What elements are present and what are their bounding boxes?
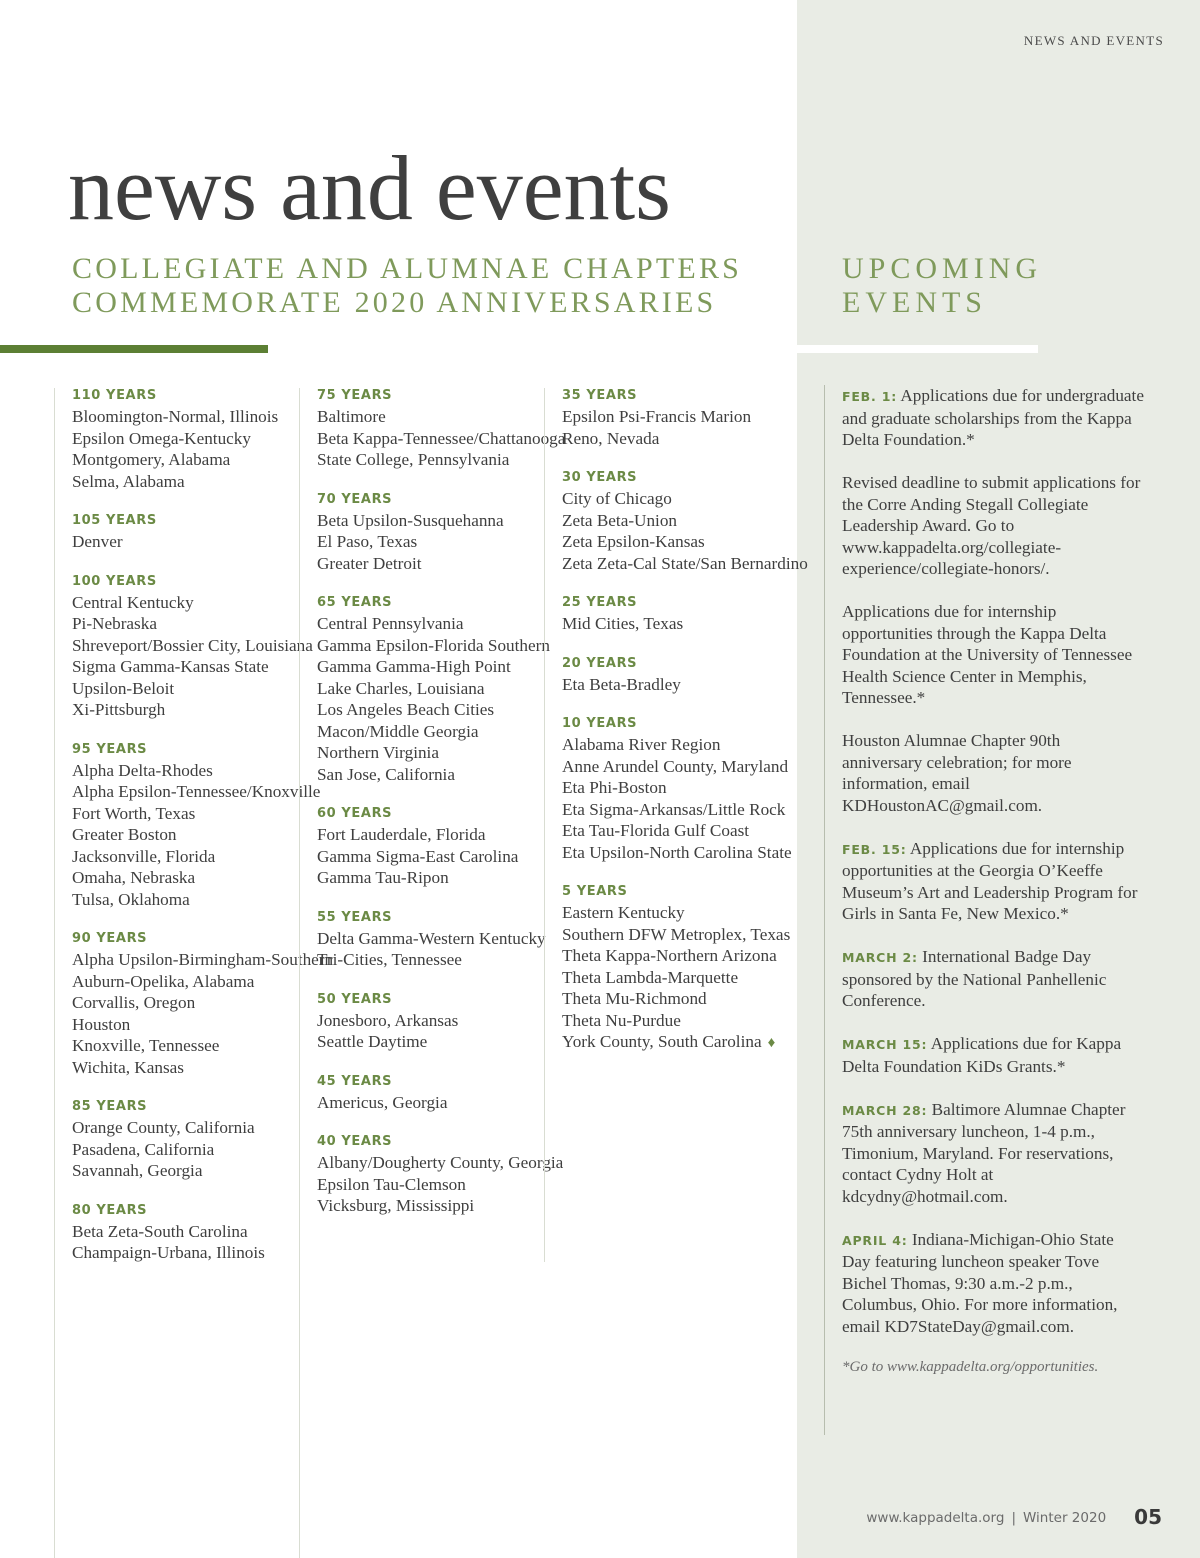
- chapter-entry: [317, 1152, 564, 1174]
- chapter-name: Beta Zeta-South Carolina: [72, 1221, 248, 1241]
- chapter-name: Gamma Gamma-High Point: [317, 657, 511, 676]
- chapter-entry: [317, 742, 534, 764]
- chapter-name: Greater Detroit: [317, 553, 422, 573]
- chapter-name: Beta Kappa-Tennessee/Chattanooga: [317, 428, 566, 448]
- anniversary-years-heading: 60 YEARS: [317, 806, 393, 821]
- chapter-entry: [562, 1010, 779, 1032]
- chapter-name: Alpha Epsilon-Tennessee/Knoxville: [72, 782, 321, 801]
- chapter-name: Epsilon Omega-Kentucky: [72, 428, 251, 448]
- page-title: news and events: [68, 137, 671, 239]
- chapter-entry: [72, 428, 289, 450]
- event-date: FEB. 1:: [842, 389, 898, 404]
- chapter-name: Pasadena, California: [72, 1139, 215, 1159]
- chapter-entry: [562, 945, 779, 967]
- chapter-entry: [72, 613, 289, 635]
- chapter-entry: [72, 1057, 289, 1079]
- anniversary-years-heading: 30 YEARS: [562, 470, 638, 485]
- anniversary-years-heading: 75 YEARS: [317, 388, 393, 403]
- chapter-name: City of Chicago: [562, 489, 672, 508]
- chapter-name: Albany/Dougherty County, Georgia: [317, 1153, 564, 1172]
- anniversary-years-heading: 95 YEARS: [72, 741, 148, 757]
- chapter-entry: [562, 777, 779, 799]
- anniversary-years-heading: 100 YEARS: [72, 573, 157, 589]
- chapter-name: San Jose, California: [317, 764, 455, 784]
- subtitle-line-1: COLLEGIATE AND ALUMNAE CHAPTERS: [72, 252, 743, 285]
- chapter-entry: [562, 406, 779, 428]
- anniversary-group: [72, 1203, 289, 1264]
- chapter-name: Zeta Epsilon-Kansas: [562, 532, 705, 551]
- event-text: Applications due for Kappa Delta Foundation KiDs Grants.*: [842, 1034, 1122, 1076]
- chapter-name: Theta Nu-Purdue: [562, 1010, 681, 1030]
- chapter-name: Southern DFW Metroplex, Texas: [562, 924, 791, 944]
- anniversary-group: [562, 716, 792, 863]
- chapter-name: Baltimore: [317, 407, 386, 426]
- article-subtitle: [72, 252, 742, 320]
- end-mark-icon: ♦: [767, 1035, 776, 1051]
- chapter-entry: [562, 756, 789, 778]
- chapter-name: Xi-Pittsburgh: [72, 700, 166, 719]
- anniversary-group: [562, 388, 779, 449]
- anniversary-group: [317, 806, 534, 889]
- event-date: APRIL 4:: [842, 1232, 908, 1248]
- chapter-name: Fort Worth, Texas: [72, 803, 196, 823]
- chapter-name: Orange County, California: [72, 1118, 255, 1137]
- chapter-name: Seattle Daytime: [317, 1032, 428, 1051]
- upcoming-events-list: [824, 385, 1144, 1435]
- anniversary-group: [317, 909, 546, 971]
- event-item: [842, 472, 1144, 580]
- anniversary-group: [562, 884, 791, 1055]
- anniversary-years-heading: 20 YEARS: [562, 655, 638, 671]
- chapter-name: Central Kentucky: [72, 592, 194, 612]
- page-number: 05: [1134, 1505, 1162, 1529]
- chapter-entry: [72, 803, 289, 825]
- chapter-entry: [72, 656, 289, 678]
- anniversary-years-heading: 10 YEARS: [562, 716, 638, 731]
- chapter-entry: [317, 846, 534, 868]
- chapter-name: Jacksonville, Florida: [72, 846, 216, 866]
- accent-rule: [0, 345, 268, 353]
- chapter-entry: [317, 1031, 534, 1053]
- chapter-name: Eta Sigma-Arkansas/Little Rock: [562, 799, 786, 819]
- chapter-name: Tri-Cities, Tennessee: [317, 950, 462, 969]
- chapter-entry: [562, 988, 779, 1010]
- chapter-name: Zeta Zeta-Cal State/San Bernardino: [562, 553, 808, 573]
- chapter-entry: [72, 699, 289, 721]
- chapter-name: Tulsa, Oklahoma: [72, 889, 190, 909]
- chapter-name: Anne Arundel County, Maryland: [562, 756, 789, 776]
- chapter-name: Eta Upsilon-North Carolina State: [562, 842, 792, 862]
- anniversary-group: [72, 1099, 289, 1182]
- chapter-entry: [317, 928, 546, 950]
- chapter-entry: [317, 949, 534, 971]
- chapter-entry: [317, 764, 534, 786]
- anniversary-column-3: [544, 388, 808, 1262]
- chapter-entry: [317, 1195, 534, 1217]
- anniversary-years-heading: 55 YEARS: [317, 909, 393, 925]
- anniversary-group: [317, 1074, 534, 1114]
- chapter-name: Gamma Epsilon-Florida Southern: [317, 635, 550, 655]
- chapter-name: El Paso, Texas: [317, 532, 418, 551]
- anniversary-group: [562, 656, 779, 696]
- chapter-entry: [72, 471, 289, 493]
- anniversary-group: [72, 741, 321, 911]
- chapter-entry: [562, 820, 779, 842]
- anniversary-years-heading: 25 YEARS: [562, 595, 638, 610]
- anniversary-group: [72, 931, 334, 1078]
- chapter-entry: [317, 449, 534, 471]
- chapter-name: Corvallis, Oregon: [72, 993, 196, 1012]
- chapter-entry: [72, 531, 289, 553]
- chapter-name: Selma, Alabama: [72, 471, 185, 491]
- anniversary-years-heading: 70 YEARS: [317, 491, 393, 507]
- chapter-name: Eta Phi-Boston: [562, 778, 667, 797]
- anniversary-years-heading: 5 YEARS: [562, 884, 628, 899]
- anniversary-years-heading: 85 YEARS: [72, 1099, 148, 1114]
- footer-separator: |: [1011, 1510, 1016, 1526]
- chapter-entry: [72, 1160, 289, 1182]
- chapter-name: Alabama River Region: [562, 735, 721, 754]
- chapter-name: York County, South Carolina: [562, 1032, 762, 1051]
- chapter-name: Savannah, Georgia: [72, 1161, 203, 1180]
- chapter-entry: [562, 510, 779, 532]
- event-item: [842, 385, 1144, 451]
- chapter-name: Pi-Nebraska: [72, 614, 157, 633]
- chapter-entry: [317, 635, 550, 657]
- chapter-name: Sigma Gamma-Kansas State: [72, 657, 269, 676]
- chapter-name: Gamma Tau-Ripon: [317, 868, 449, 887]
- event-item: [842, 601, 1144, 709]
- chapter-entry: [72, 1117, 289, 1139]
- chapter-entry: [562, 428, 779, 450]
- chapter-entry: [317, 553, 534, 575]
- chapter-entry: [72, 760, 289, 782]
- chapter-name: Omaha, Nebraska: [72, 868, 196, 887]
- event-date: MARCH 28:: [842, 1102, 928, 1118]
- chapter-name: Montgomery, Alabama: [72, 450, 231, 469]
- chapter-entry: [317, 531, 534, 553]
- events-footnote: *Go to www.kappadelta.org/opportunities.: [842, 1358, 1099, 1375]
- event-date: MARCH 2:: [842, 950, 918, 965]
- chapter-name: Epsilon Tau-Clemson: [317, 1174, 466, 1194]
- event-item: [842, 1033, 1144, 1077]
- anniversary-years-heading: 35 YEARS: [562, 388, 638, 403]
- chapter-entry: [317, 721, 534, 743]
- chapter-entry: [72, 867, 289, 889]
- event-text: Indiana-Michigan-Ohio State Day featuring luncheon speaker Tove Bichel Thomas, 9:30 a.m.-2 p.m., Columbus, Ohio. For more information, email KD7StateDay@gmail.com.: [842, 1229, 1118, 1336]
- event-text: Applications due for internship opportunities at the Georgia O’Keeffe Museum’s Art and Leadership Program for Girls in Santa Fe, New Mexico.*: [842, 838, 1138, 923]
- sidebar-rule: [797, 345, 1038, 353]
- chapter-entry: [562, 553, 808, 575]
- anniversary-years-heading: 110 YEARS: [72, 388, 157, 403]
- chapter-entry: [562, 531, 779, 553]
- event-item: [842, 1229, 1144, 1338]
- subtitle-line-2: COMMEMORATE 2020 ANNIVERSARIES: [72, 286, 717, 319]
- chapter-entry: [72, 781, 321, 803]
- chapter-name: Beta Upsilon-Susquehanna: [317, 510, 504, 530]
- anniversary-group: [72, 513, 289, 553]
- chapter-name: Eastern Kentucky: [562, 903, 685, 922]
- anniversary-group: [317, 595, 550, 785]
- chapter-entry: [317, 1174, 534, 1196]
- chapter-name: Theta Kappa-Northern Arizona: [562, 946, 777, 965]
- event-item: [842, 1099, 1144, 1208]
- chapter-entry: [72, 1014, 289, 1036]
- chapter-name: Lake Charles, Louisiana: [317, 678, 485, 698]
- event-item: [842, 946, 1144, 1012]
- chapter-entry: [72, 1221, 289, 1243]
- chapter-name: Upsilon-Beloit: [72, 678, 175, 698]
- chapter-entry: [317, 406, 534, 428]
- chapter-name: Champaign-Urbana, Illinois: [72, 1243, 265, 1262]
- chapter-entry: [562, 799, 786, 821]
- anniversary-column-2: [299, 388, 566, 1558]
- event-text: Baltimore Alumnae Chapter 75th anniversary luncheon, 1-4 p.m., Timonium, Maryland. For reservations, contact Cydny Holt at kdcydny@hotmail.com.: [842, 1099, 1126, 1206]
- page-footer: [866, 1503, 1162, 1527]
- chapter-entry: [72, 1035, 289, 1057]
- chapter-name: Delta Gamma-Western Kentucky: [317, 928, 546, 948]
- event-item: [842, 838, 1144, 925]
- chapter-entry: [562, 967, 779, 989]
- anniversary-group: [317, 388, 566, 471]
- sidebar-title-line-2: EVENTS: [842, 286, 987, 319]
- chapter-name: Reno, Nevada: [562, 428, 660, 448]
- chapter-name: Wichita, Kansas: [72, 1057, 184, 1077]
- chapter-entry: [317, 1092, 534, 1114]
- chapter-name: Vicksburg, Mississippi: [317, 1196, 475, 1215]
- anniversary-group: [562, 470, 808, 574]
- chapter-entry: [317, 867, 534, 889]
- event-date: MARCH 15:: [842, 1037, 928, 1052]
- chapter-name: Jonesboro, Arkansas: [317, 1010, 459, 1030]
- chapter-entry: [317, 699, 534, 721]
- chapter-entry: [72, 406, 289, 428]
- anniversary-group: [562, 595, 779, 635]
- event-text: Houston Alumnae Chapter 90th anniversary celebration; for more information, email KDHoustonAC@gmail.com.: [842, 731, 1072, 815]
- chapter-name: Central Pennsylvania: [317, 614, 464, 633]
- chapter-name: Greater Boston: [72, 825, 177, 844]
- chapter-name: Gamma Sigma-East Carolina: [317, 846, 519, 866]
- chapter-entry: [317, 613, 534, 635]
- anniversary-years-heading: 105 YEARS: [72, 513, 157, 528]
- chapter-entry: [72, 824, 289, 846]
- anniversary-group: [72, 573, 313, 721]
- chapter-name: Theta Mu-Richmond: [562, 989, 707, 1008]
- chapter-entry: [562, 674, 779, 696]
- anniversary-column-1: [54, 388, 334, 1558]
- chapter-name: Knoxville, Tennessee: [72, 1036, 220, 1055]
- anniversary-years-heading: 80 YEARS: [72, 1202, 148, 1218]
- chapter-name: Mid Cities, Texas: [562, 614, 684, 633]
- event-text: Applications due for internship opportunities through the Kappa Delta Foundation at the University of Tennessee Health Science Center in Memphis, Tennessee.*: [842, 602, 1133, 707]
- chapter-name: Theta Lambda-Marquette: [562, 967, 739, 987]
- chapter-entry: [72, 592, 289, 614]
- chapter-name: Auburn-Opelika, Alabama: [72, 971, 255, 991]
- chapter-entry: [72, 678, 289, 700]
- chapter-name: Fort Lauderdale, Florida: [317, 825, 486, 844]
- anniversary-years-heading: 90 YEARS: [72, 931, 148, 946]
- chapter-entry: [562, 902, 779, 924]
- chapter-entry: [72, 949, 334, 971]
- event-text: Applications due for undergraduate and graduate scholarships from the Kappa Delta Foundation.*: [842, 386, 1144, 449]
- chapter-entry: [562, 734, 779, 756]
- chapter-name: Macon/Middle Georgia: [317, 721, 479, 741]
- chapter-entry: [72, 635, 313, 657]
- chapter-name: Bloomington-Normal, Illinois: [72, 407, 279, 426]
- event-item: [842, 730, 1144, 816]
- anniversary-years-heading: 65 YEARS: [317, 595, 393, 610]
- chapter-entry: [317, 510, 534, 532]
- event-text: Revised deadline to submit applications for the Corre Anding Stegall Collegiate Leadership Award. Go to www.kappadelta.org/collegiate-experience/collegiate-honors/.: [842, 473, 1141, 578]
- chapter-name: State College, Pennsylvania: [317, 450, 510, 469]
- chapter-entry: [72, 1139, 289, 1161]
- chapter-name: Houston: [72, 1014, 131, 1034]
- chapter-name: Los Angeles Beach Cities: [317, 700, 495, 719]
- event-date: FEB. 15:: [842, 841, 907, 857]
- chapter-name: Denver: [72, 532, 123, 551]
- anniversary-years-heading: 50 YEARS: [317, 991, 393, 1007]
- chapter-entry: [562, 842, 792, 864]
- footer-url[interactable]: www.kappadelta.org: [866, 1510, 1005, 1526]
- sidebar-title-line-1: UPCOMING: [842, 252, 1043, 285]
- chapter-entry: [72, 971, 289, 993]
- chapter-entry: [562, 1031, 779, 1055]
- chapter-entry: [317, 656, 534, 678]
- anniversary-group: [72, 388, 289, 492]
- chapter-entry: [317, 1010, 534, 1032]
- chapter-name: Americus, Georgia: [317, 1092, 448, 1112]
- chapter-entry: [317, 428, 566, 450]
- sidebar-title: [842, 252, 1042, 320]
- chapter-name: Eta Tau-Florida Gulf Coast: [562, 821, 750, 840]
- chapter-entry: [317, 678, 534, 700]
- anniversary-group: [317, 492, 534, 575]
- anniversary-group: [317, 992, 534, 1053]
- chapter-name: Alpha Delta-Rhodes: [72, 760, 213, 780]
- anniversary-years-heading: 40 YEARS: [317, 1134, 393, 1149]
- footer-issue: Winter 2020: [1023, 1510, 1107, 1526]
- section-label: NEWS AND EVENTS: [1023, 33, 1164, 48]
- chapter-name: Northern Virginia: [317, 743, 439, 762]
- chapter-entry: [72, 992, 289, 1014]
- chapter-name: Epsilon Psi-Francis Marion: [562, 407, 752, 426]
- chapter-entry: [72, 889, 289, 911]
- chapter-name: Alpha Upsilon-Birmingham-Southern: [72, 950, 334, 969]
- chapter-entry: [72, 846, 289, 868]
- chapter-entry: [562, 924, 791, 946]
- chapter-name: Shreveport/Bossier City, Louisiana: [72, 635, 313, 655]
- anniversary-years-heading: 45 YEARS: [317, 1073, 393, 1089]
- chapter-entry: [72, 1242, 289, 1264]
- chapter-name: Zeta Beta-Union: [562, 510, 678, 530]
- chapter-entry: [317, 824, 534, 846]
- chapter-entry: [72, 449, 289, 471]
- chapter-name: Eta Beta-Bradley: [562, 674, 681, 694]
- event-text: International Badge Day sponsored by the National Panhellenic Conference.: [842, 947, 1107, 1010]
- chapter-entry: [562, 488, 779, 510]
- anniversary-group: [317, 1134, 564, 1217]
- chapter-entry: [562, 613, 779, 635]
